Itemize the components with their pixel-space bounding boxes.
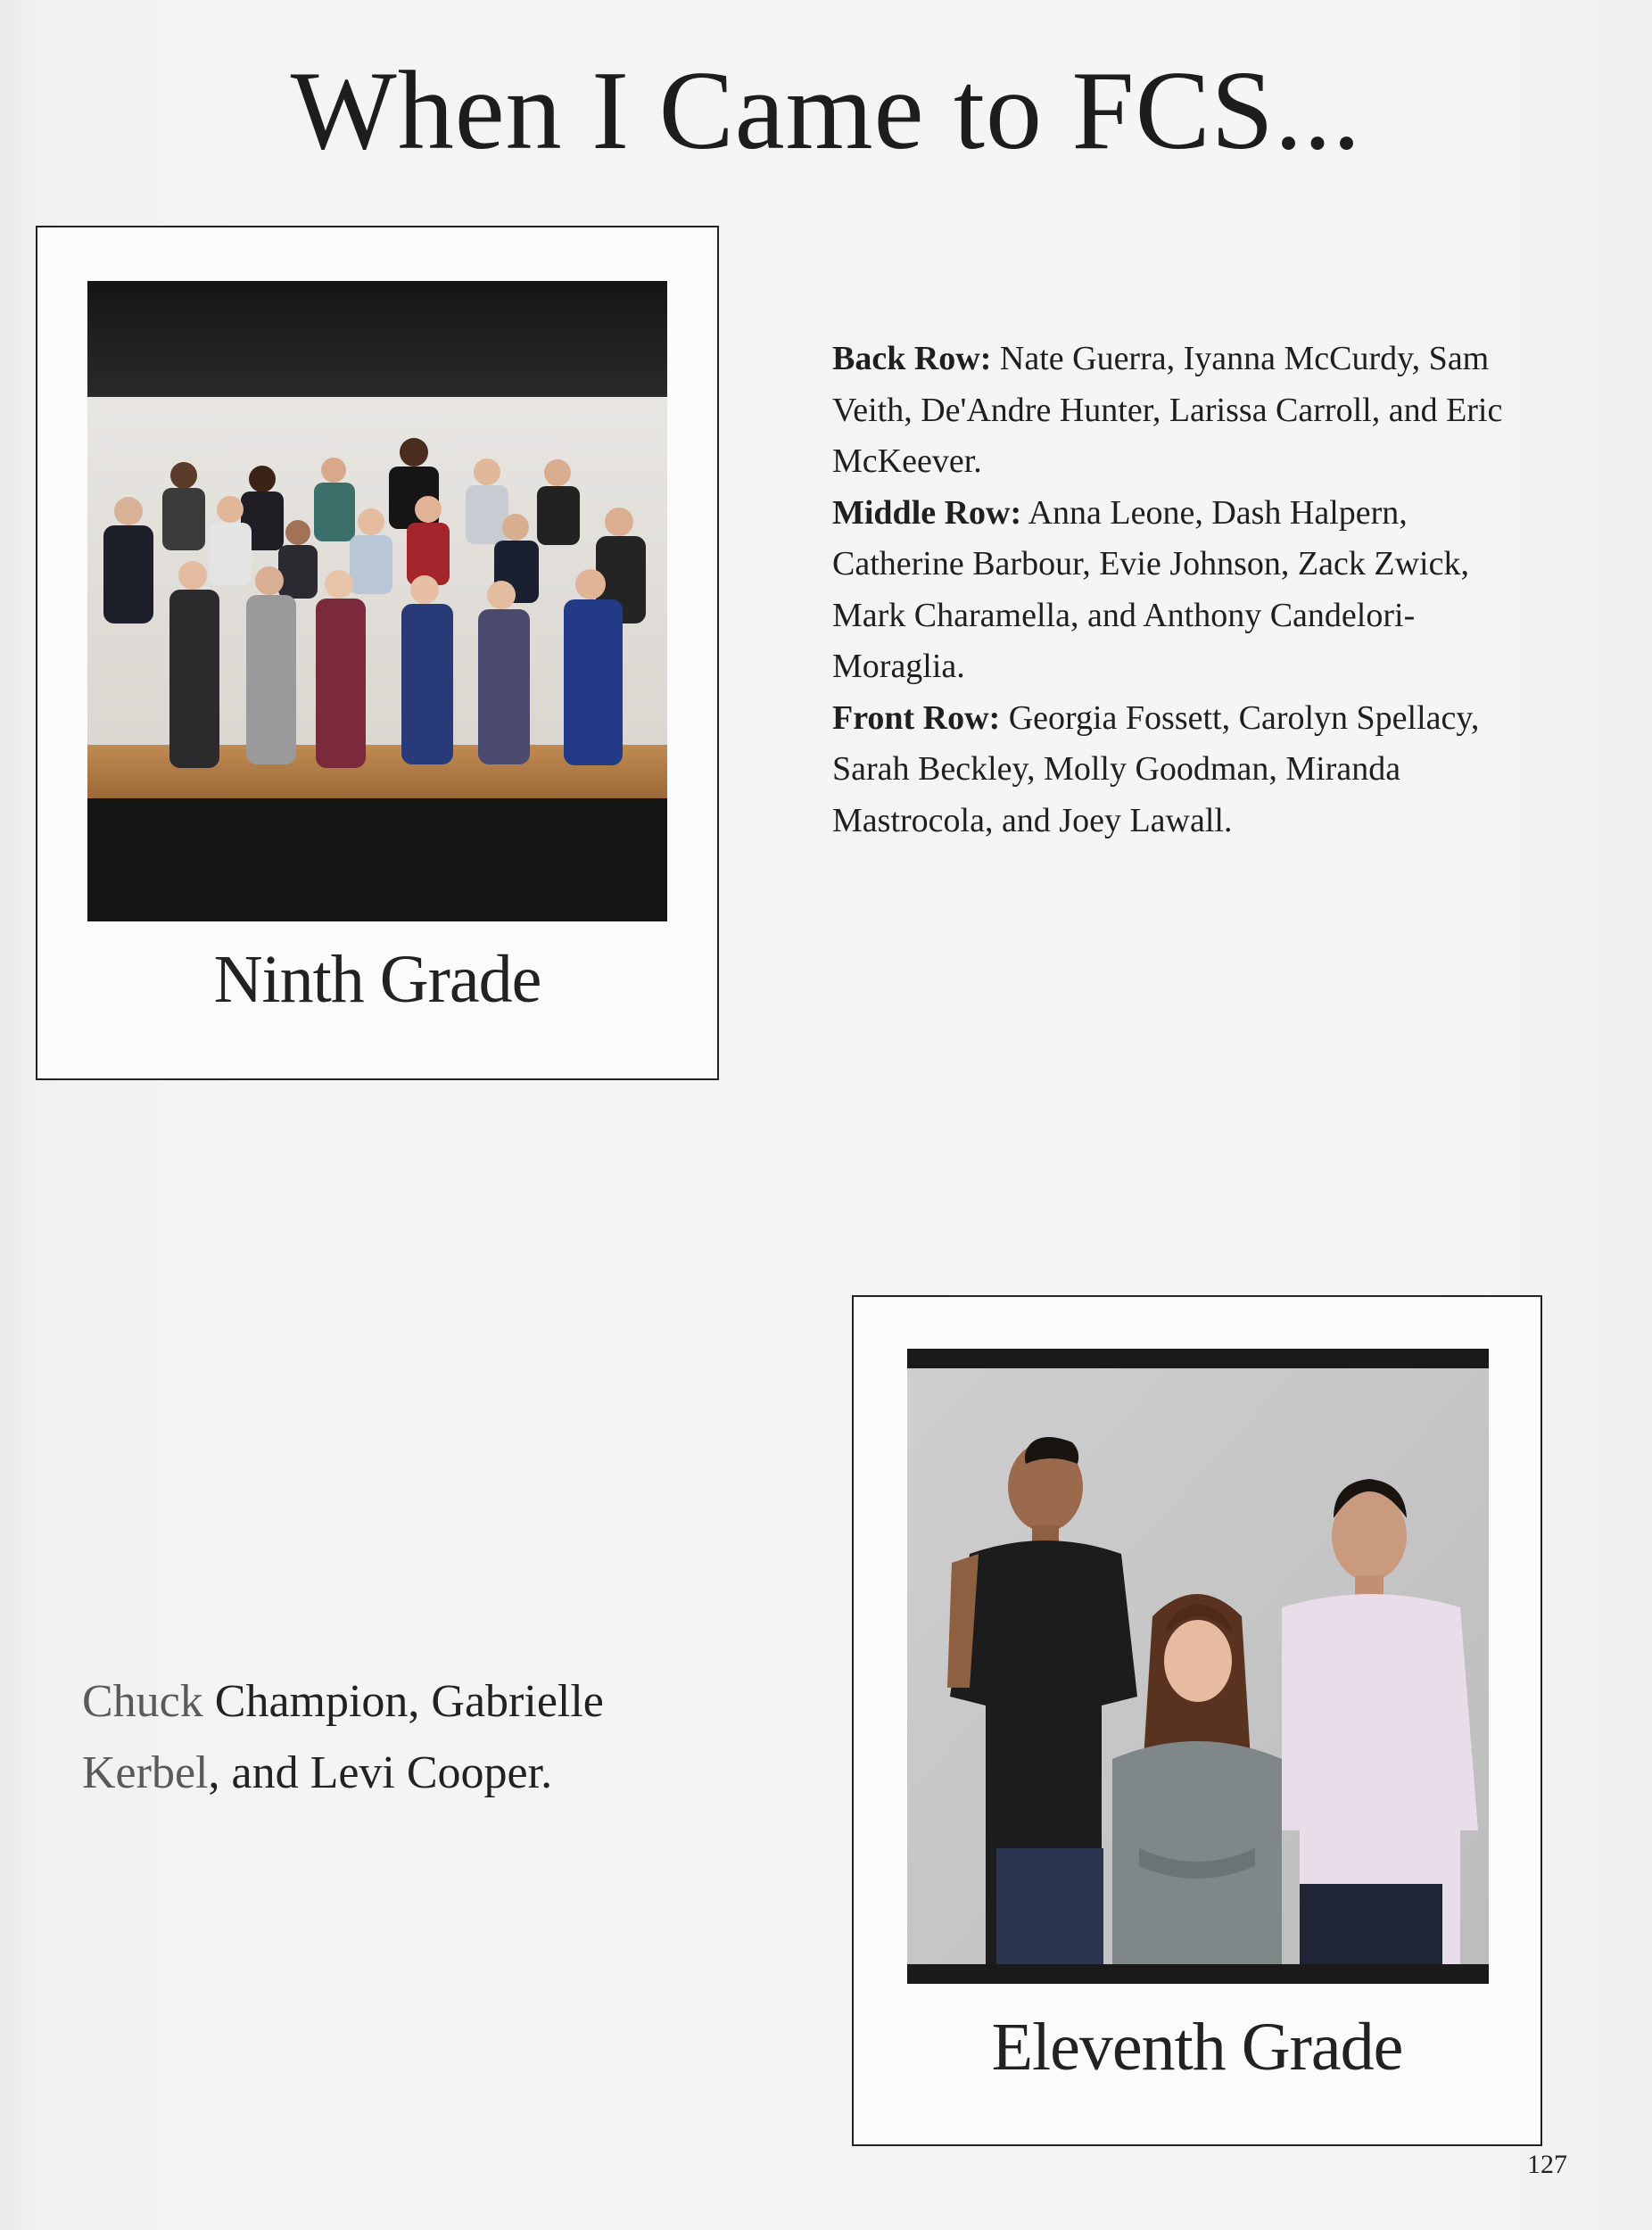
ninth-grade-names-list [832,334,1510,847]
eleventh-grade-caption: Eleventh Grade [991,2010,1403,2085]
middle-row-names [832,488,1510,693]
back-row-text: Nate Guerra, Iyanna McCurdy, Sam Veith, De'Andre Hunter, Larissa Carroll, and Eric McKeever. [832,340,1503,480]
front-row-label: Front Row: [832,698,1001,737]
back-row-label: Back Row: [832,340,992,377]
eleventh-grade-photo-frame [852,1295,1542,2146]
ninth-grade-caption: Ninth Grade [213,942,541,1017]
eleventh-names-part2: Champion, Gabrielle [202,1676,604,1727]
ninth-grade-group-photo [87,281,667,921]
eleventh-names-part1: Chuck [82,1676,203,1727]
ninth-grade-photo-frame [36,226,719,1080]
eleventh-grade-photo-image [907,1349,1489,1984]
front-row-names [832,693,1510,847]
middle-row-label: Middle Row: [832,493,1022,532]
page-number: 127 [1527,2150,1567,2179]
eleventh-names-part4: , and Levi Cooper. [208,1747,553,1798]
ninth-grade-photo-image [87,281,667,921]
eleventh-names-part3: Kerbel [82,1747,209,1798]
middle-row-text: Anna Leone, Dash Halpern, Catherine Barbour, Evie Johnson, Zack Zwick, Mark Charamella, and Anthony Candelori-Moraglia. [832,493,1469,685]
front-row-text: Georgia Fossett, Carolyn Spellacy, Sarah Beckley, Molly Goodman, Miranda Mastrocola, and Joey Lawall. [832,698,1480,839]
back-row-names [832,334,1510,488]
eleventh-grade-group-photo [907,1349,1489,1984]
eleventh-grade-names [82,1666,724,1809]
page-title: When I Came to FCS... [290,49,1362,173]
